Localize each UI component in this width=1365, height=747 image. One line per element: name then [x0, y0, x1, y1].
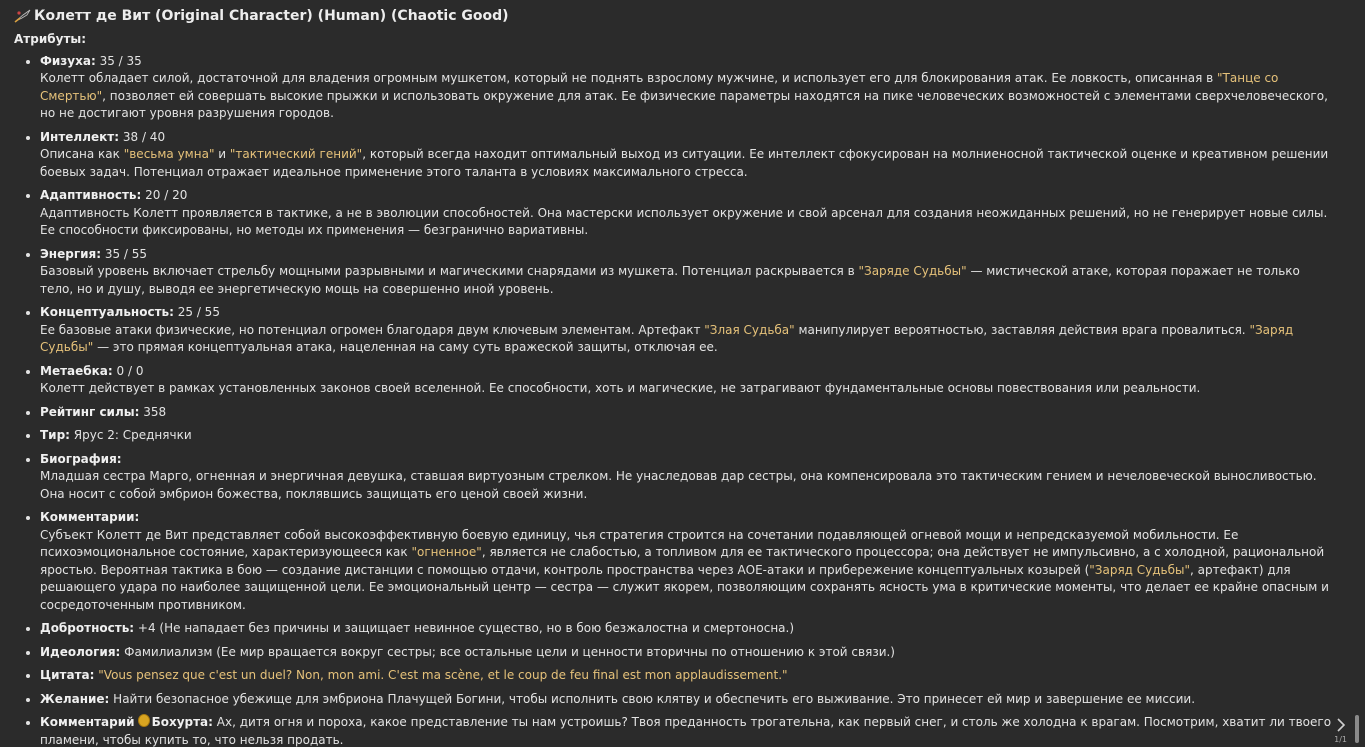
attribute-value: 358 — [139, 404, 167, 419]
attributes-list — [14, 53, 1334, 747]
description-text: Младшая сестра Марго, огненная и энергичная девушка, ставшая виртуозным стрелком. Не унаследовав дар сестры, она компенсировала это тактическим гением и нечеловеческой выносливостью. Она носит с собой эмбрион божества, поклявшись защищать его ценой своей жизни. — [40, 469, 1317, 501]
attribute-value: +4 (Не нападает без причины и защищает невинное существо, но в бою безжалостна и смертоносна.) — [134, 621, 795, 635]
character-title — [14, 6, 1334, 26]
attribute-label: Комментарии: — [40, 510, 140, 524]
description-text: — мистической атаке, которая поражает не только тело, но и душу, выводя ее энергетическую мощь на совершенно иной уровень. — [40, 264, 1300, 296]
attribute-description — [40, 380, 1334, 398]
scrollbar[interactable] — [1355, 4, 1359, 743]
attribute-item — [40, 451, 1334, 504]
quote-text: "Vous pensez que c'est un duel? Non, mon ami. C'est ma scène, et le coup de feu final est mon applaudissement." — [94, 668, 788, 682]
attribute-value: 35 / 35 — [95, 53, 142, 68]
attribute-value: Ярус 2: Среднячки — [69, 428, 192, 442]
description-text: — это прямая концептуальная атака, нацеленная на саму суть вражеской защиты, отключая ее. — [93, 340, 718, 354]
attribute-value: 25 / 55 — [173, 305, 220, 319]
attribute-description — [40, 468, 1334, 503]
highlighted-term: "Заряд Судьбы" — [40, 322, 1294, 354]
description-text: Субъект Колетт де Вит представляет собой высокоэффективную боевую единицу, чья стратегия строится на сочетании подавляющей огневой мощи и непредсказуемой мобильности. Ее психоэмоциональное состояние, характеризующееся как — [40, 527, 1239, 559]
attribute-value: Найти безопасное убежище для эмбриона Плачущей Богини, чтобы исполнить свою клятву и обеспечить его выживание. Это принесет ей мир и завершение ее миссии. — [109, 691, 1196, 706]
attribute-description — [40, 146, 1334, 181]
description-text: , артефакт) для решающего удара по наиболее защищенной цели. Ее эмоциональный центр — сестра — служит якорем, позволяющим сохранять ясность ума в критические моменты, что делает ее крайне опасным и сосредоточенным противником. — [40, 562, 1329, 612]
attribute-label: Добротность: — [40, 621, 135, 635]
highlighted-term: "Танце со Смертью" — [40, 71, 1279, 103]
description-text: , является не слабостью, а топливом для ее тактического процессора; она действует не импульсивно, а с холодной, рациональной яростью. Вероятная тактика в бою — создание дистанции с помощью отдачи, контроль пространства через АОЕ-атаки и прибережение концептуальных козырей ( — [40, 545, 1325, 577]
attribute-item — [40, 620, 1334, 638]
attribute-value: 20 / 20 — [141, 188, 188, 202]
attribute-value: 38 / 40 — [119, 129, 166, 144]
feather-quill-icon — [14, 9, 32, 23]
message-content — [14, 6, 1334, 747]
attribute-label: Биография: — [40, 451, 122, 466]
description-text: , позволяет ей совершать высокие прыжки и использовать окружение для атак. Ее физические параметры находятся на пике человеческих возможностей с элементами сверхчеловеческого, но не достигают уровня разрушения городов. — [40, 88, 1328, 120]
attribute-item — [40, 509, 1334, 614]
attribute-description — [40, 70, 1334, 123]
attribute-label: Цитата: — [40, 668, 95, 682]
scrollbar-thumb[interactable] — [1355, 715, 1359, 743]
attribute-item — [40, 714, 1334, 747]
attribute-label-suffix: Бохурта: — [151, 715, 213, 729]
attribute-item — [40, 404, 1334, 422]
attributes-heading: Атрибуты: — [14, 32, 87, 46]
attribute-item — [40, 246, 1334, 299]
attribute-value: 35 / 55 — [101, 246, 148, 261]
highlighted-term: "Заряде Судьбы" — [858, 264, 967, 278]
attribute-item — [40, 427, 1334, 445]
description-text: Ее базовые атаки физические, но потенциал огромен благодаря двум ключевым элементам. Артефакт — [40, 322, 705, 337]
attribute-item — [40, 129, 1334, 182]
attribute-label: Тир: — [40, 428, 70, 442]
description-text: Колетт действует в рамках установленных законов своей вселенной. Ее способности, хоть и магические, не затрагивают фундаментальные основы повествования или реальности. — [40, 381, 1201, 395]
description-text: манипулирует вероятностью, заставляя действия врага провалиться. — [794, 322, 1250, 337]
highlighted-term: "весьма умна" — [123, 147, 215, 161]
attribute-item — [40, 304, 1334, 357]
description-text: Колетт обладает силой, достаточной для владения огромным мушкетом, который не поднять взрослому мужчине, и использует его для блокирования атак. Ее ловкость, описанная в — [40, 71, 1218, 85]
pager[interactable] — [1334, 718, 1347, 744]
description-text: Описана как — [40, 147, 124, 161]
attribute-label: Физуха: — [40, 53, 96, 68]
highlighted-term: "огненное" — [411, 545, 482, 559]
attribute-description — [40, 205, 1334, 240]
pager-label: 1/1 — [1334, 735, 1347, 744]
attribute-description — [40, 527, 1334, 615]
attribute-value: Ах, дитя огня и пороха, какое представление ты нам устроишь? Твоя преданность трогательна, как первый снег, и столь же холодна к врагам. Посмотрим, хватит ли твоего пламени, чтобы купить то, что нельзя продать. — [40, 715, 1332, 747]
attribute-value: 0 / 0 — [112, 363, 144, 378]
attribute-label: Комментарий — [40, 715, 135, 729]
attribute-label: Рейтинг силы: — [40, 404, 140, 419]
attribute-label: Энергия: — [40, 246, 102, 261]
attribute-label: Желание: — [40, 691, 110, 706]
attribute-value: Фамилиализм (Ее мир вращается вокруг сестры; все остальные цели и ценности вторичны по отношению к этой связи.) — [120, 644, 895, 659]
highlighted-term: "Заряд Судьбы" — [1089, 562, 1191, 577]
attribute-label: Адаптивность: — [40, 188, 142, 202]
description-text: , который всегда находит оптимальный выход из ситуации. Ее интеллект сфокусирован на молниеносной тактической оценке и креативном решении боевых задач. Потенциал отражает идеальное применение этого таланта в условиях максимального стресса. — [40, 147, 1329, 179]
highlighted-term: "тактический гений" — [229, 147, 363, 161]
attribute-label: Идеология: — [40, 644, 121, 659]
description-text: Адаптивность Колетт проявляется в тактике, а не в эволюции способностей. Она мастерски использует окружение и свой арсенал для создания неожиданных решений, но не генерирует новые силы. Ее способности фиксированы, но методы их применения — безгранично вариативны. — [40, 205, 1328, 237]
description-text: и — [214, 147, 230, 161]
money-bag-icon — [138, 714, 150, 727]
attribute-label: Метаебка: — [40, 363, 113, 378]
description-text: Базовый уровень включает стрельбу мощными разрывными и магическими снарядами из мушкета. Потенциал раскрывается в — [40, 264, 859, 278]
attribute-description — [40, 263, 1334, 298]
attribute-item — [40, 691, 1334, 709]
attribute-description — [40, 322, 1334, 357]
highlighted-term: "Злая Судьба" — [704, 322, 795, 337]
attribute-item — [40, 187, 1334, 240]
title-text: Колетт де Вит (Original Character) (Human) (Chaotic Good) — [34, 8, 509, 24]
attribute-item — [40, 363, 1334, 398]
attribute-item — [40, 53, 1334, 123]
attribute-label: Интеллект: — [40, 129, 120, 144]
attribute-item — [40, 644, 1334, 662]
attribute-item — [40, 667, 1334, 685]
chevron-right-icon[interactable] — [1336, 718, 1346, 732]
attribute-label: Концептуальность: — [40, 305, 174, 319]
